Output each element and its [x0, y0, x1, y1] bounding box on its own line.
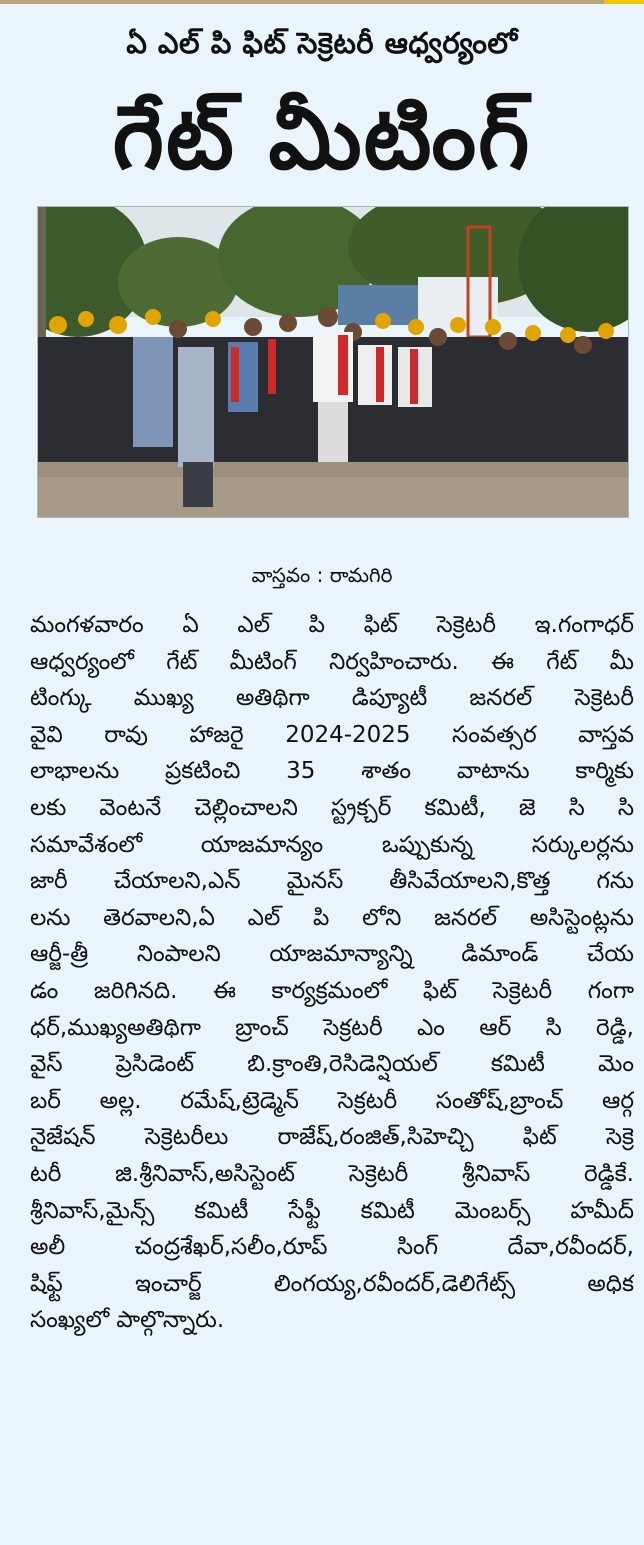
article-body [30, 607, 634, 1339]
body-line: టింగ్కు ముఖ్య అతిథిగా డిప్యూటీ జనరల్ సెక్రెటరీ [30, 685, 634, 712]
body-line: ధర్,ముఖ్యఅతిథిగా బ్రాంచ్ సెక్రటరీ ఎం ఆర్ సి రెడ్డి, [30, 1014, 634, 1041]
top-accent-bar [604, 0, 644, 4]
body-line-last: సంఖ్యలో పాల్గొన్నారు. [30, 1307, 225, 1334]
body-line: బర్ అల్ల. రమేష్,ట్రెడ్మెన్ సెక్రటరీ సంతోష్,బ్రాంచ్ ఆర్గ [30, 1087, 634, 1114]
body-line: టరీ జి.శ్రీనివాస్,అసిస్టెంట్ సెక్రెటరీ శ్రీనివాస్ రెడ్డికే. [30, 1160, 634, 1187]
body-line: శ్రీనివాస్,మైన్స్ కమిటీ సేఫ్టీ కమిటీ మెంబర్స్ హమీద్ [30, 1197, 634, 1224]
article-photo [37, 206, 629, 518]
article-headline: గేట్ మీటింగ్ [112, 86, 532, 189]
body-line: అలీ చంద్రశేఖర్,సలీం,రూప్ సింగ్ దేవా,రవీందర్, [30, 1234, 634, 1261]
body-line: లకు వెంటనే చెల్లించాలని స్ట్రక్చర్ కమిటీ, జె సి సి [30, 794, 634, 821]
body-line: ఆధ్వర్యంలో గేట్ మీటింగ్ నిర్వహించారు. ఈ గేట్ మీ [30, 648, 634, 675]
body-line: సమావేశంలో యాజమాన్యం ఒప్పుకున్న సర్కులర్లను [30, 831, 634, 858]
body-line: జారీ చేయాలని,ఎన్ మైనస్ తీసివేయాలని,కొత్త గను [30, 868, 634, 895]
body-line: డం జరిగినది. ఈ కార్యక్రమంలో ఫిట్ సెక్రెటరీ గంగా [30, 977, 634, 1004]
body-line: లాభాలను ప్రకటించి 35 శాతం వాటాను కార్మికు [30, 758, 634, 785]
body-line: ఆర్జీ-త్రీ నింపాలని యాజమాన్యాన్ని డిమాండ్ చేయ [30, 941, 634, 968]
body-line: వైవి రావు హాజరై 2024-2025 సంవత్సర వాస్తవ [30, 721, 634, 748]
body-line: వైస్ ప్రెసిడెంట్ బి.క్రాంతి,రెసిడెన్షియల్ కమిటీ మెం [30, 1051, 634, 1078]
body-line: లను తెరవాలని,ఏ ఎల్ పి లోని జనరల్ అసిస్టెంట్లను [30, 904, 634, 931]
article-kicker: ఏ ఎల్ పి ఫిట్ సెక్రెటరీ ఆధ్వర్యంలో [126, 26, 518, 60]
body-line: నైజేషన్ సెక్రెటరీలు రాజేష్,రంజిత్,సిహెచ్చి ఫిట్ సెక్రె [30, 1124, 634, 1151]
body-line: షిఫ్ట్ ఇంచార్జ్ లింగయ్య,రవీందర్,డెలిగేట్స్ అధిక [30, 1270, 634, 1297]
article-dateline: వాస్తవం : రామగిరి [251, 563, 393, 587]
top-rule [0, 0, 644, 4]
body-line: మంగళవారం ఏ ఎల్ పి ఫిట్ సెక్రెటరీ ఇ.గంగాధర్ [30, 612, 634, 638]
